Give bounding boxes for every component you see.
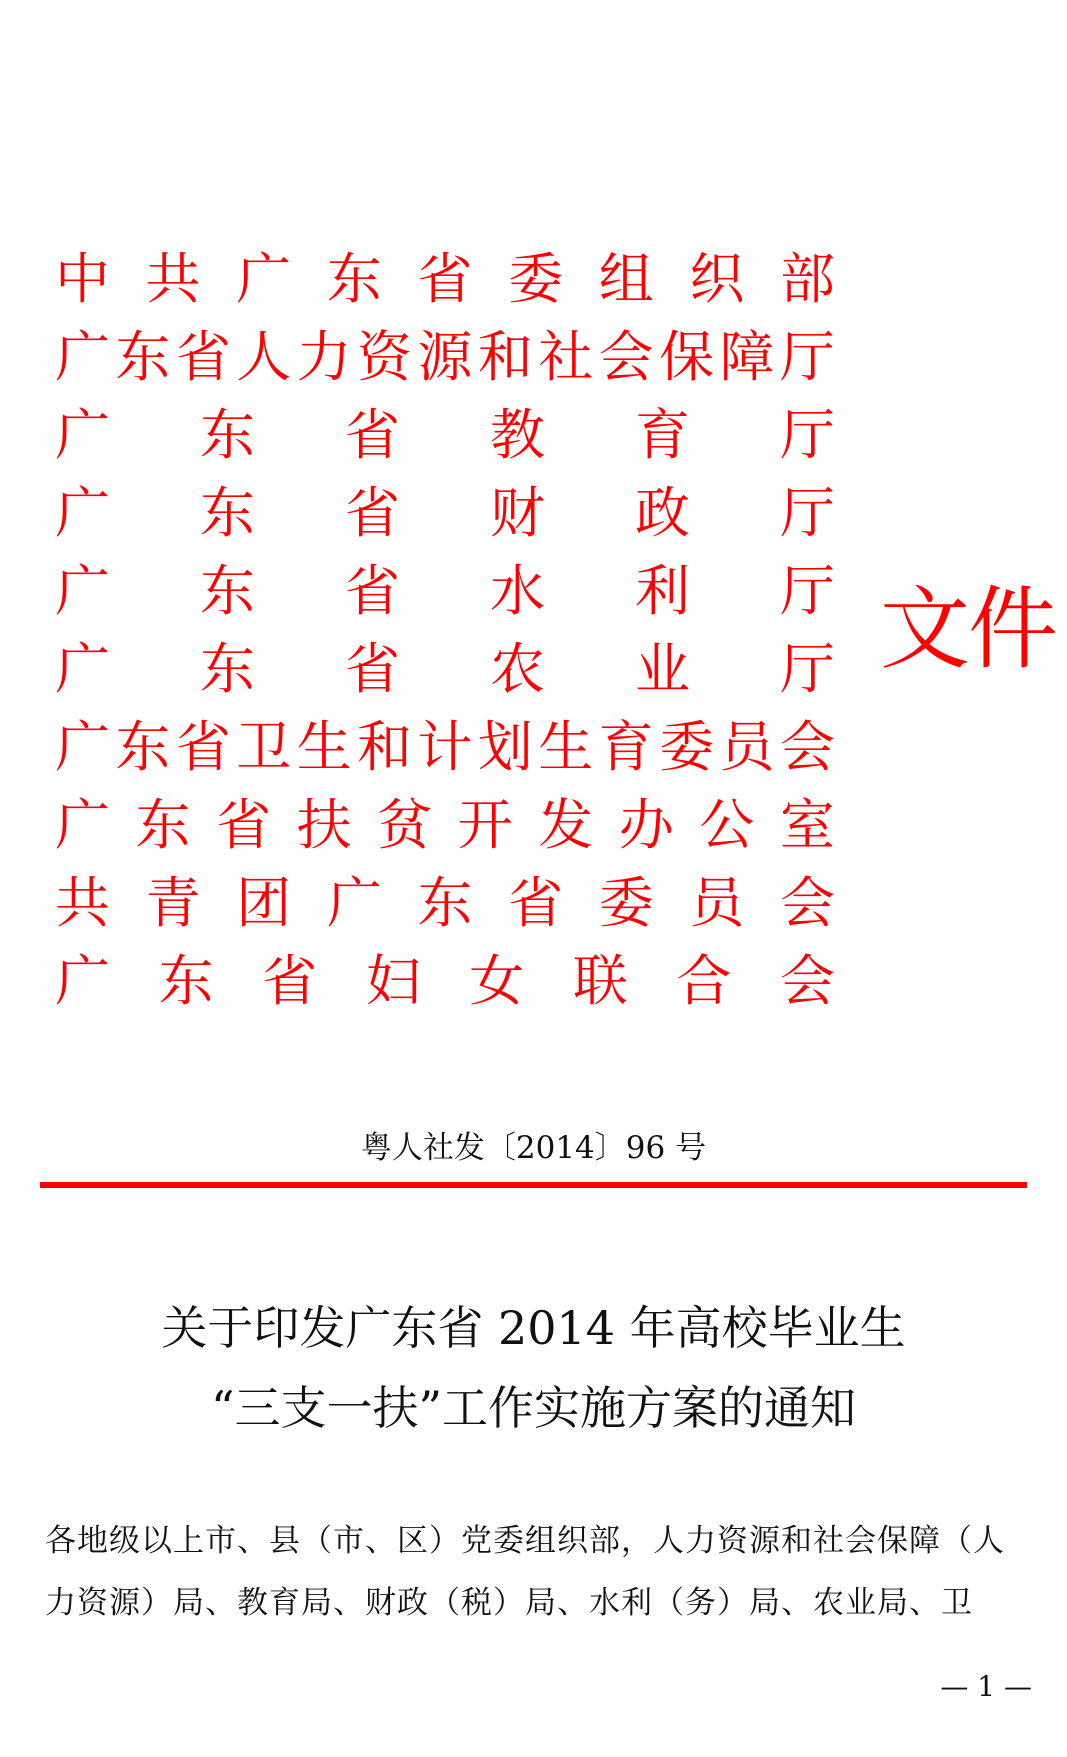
issuer-line: 中 共 广 东 省 委 组 织 部 — [55, 247, 836, 311]
issuer-line: 广 东 省 卫 生 和 计 划 生 育 委 员 会 — [55, 715, 835, 779]
issuer-line: 广 东 省 扶 贫 开 发 办 公 室 — [55, 793, 835, 857]
issuer-line: 广 东 省 妇 女 联 合 会 — [55, 949, 835, 1013]
header-divider — [40, 1182, 1027, 1188]
issuer-line: 共 青 团 广 东 省 委 员 会 — [55, 871, 836, 935]
body-paragraph: 各地级以上市、县（市、区）党委组织部，人力资源和社会保障（人力资源）局、教育局、财政（税）局、水利（务）局、农业局、卫 — [45, 1523, 1005, 1621]
document-number: 粤人社发〔2014〕96 号 — [360, 1130, 707, 1166]
issuer-line: 广 东 省 财 政 厅 — [55, 481, 836, 545]
issuer-line: 广 东 省 农 业 厅 — [55, 637, 836, 701]
title-line-2: “三支一扶”工作实施方案的通知 — [210, 1381, 857, 1435]
page-number: — 1 — — [940, 1670, 1032, 1703]
issuer-line: 广 东 省 教 育 厅 — [55, 403, 836, 467]
document-title — [0, 1288, 1067, 1448]
document-suffix: 文件 — [880, 577, 1056, 682]
issuer-line: 广 东 省 水 利 厅 — [55, 559, 836, 623]
issuer-line: 广 东 省 人 力 资 源 和 社 会 保 障 厅 — [55, 325, 835, 389]
title-line-1: 关于印发广东省 2014 年高校毕业生 — [161, 1301, 906, 1355]
issuer-list — [55, 240, 835, 1020]
